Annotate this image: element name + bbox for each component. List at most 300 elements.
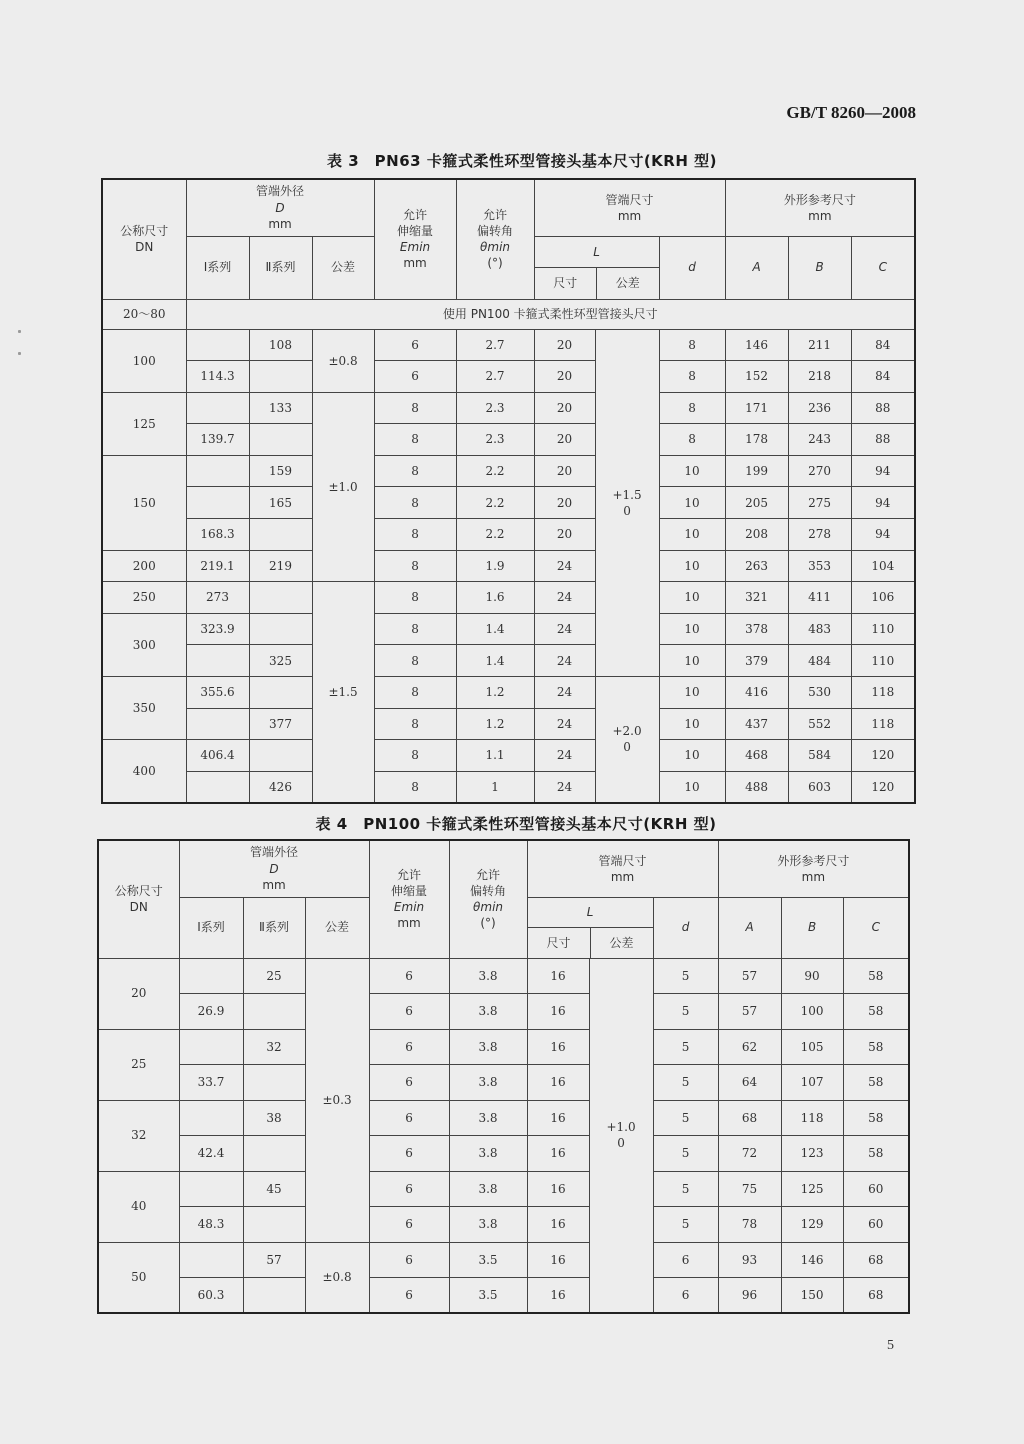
header-d: d bbox=[653, 897, 718, 958]
span-row-text: 使用 PN100 卡箍式柔性环型管接头尺寸 bbox=[186, 299, 915, 329]
table3-body bbox=[102, 299, 915, 803]
header-series2: Ⅱ系列 bbox=[249, 236, 312, 299]
b-cell: 211 bbox=[788, 329, 851, 361]
series1-cell: 48.3 bbox=[179, 1207, 243, 1243]
dn-cell: 20 bbox=[98, 958, 179, 1029]
c-cell: 58 bbox=[843, 1065, 909, 1101]
page-number: 5 bbox=[887, 1338, 894, 1353]
l-size-cell: 24 bbox=[534, 740, 595, 772]
expansion-cell: 6 bbox=[369, 1242, 449, 1278]
deflection-cell: 2.2 bbox=[456, 519, 534, 551]
b-cell: 411 bbox=[788, 582, 851, 614]
c-cell: 84 bbox=[851, 329, 915, 361]
series2-cell: 25 bbox=[243, 958, 305, 994]
c-cell: 68 bbox=[843, 1242, 909, 1278]
deflection-cell: 2.2 bbox=[456, 487, 534, 519]
a-cell: 379 bbox=[725, 645, 788, 677]
b-cell: 118 bbox=[781, 1100, 843, 1136]
dn-cell: 40 bbox=[98, 1171, 179, 1242]
deflection-cell: 3.8 bbox=[449, 1029, 527, 1065]
expansion-cell: 8 bbox=[374, 582, 456, 614]
table3-caption: 表 3 PN63 卡箍式柔性环型管接头基本尺寸(KRH 型) bbox=[327, 152, 717, 170]
expansion-cell: 8 bbox=[374, 677, 456, 709]
c-cell: 106 bbox=[851, 582, 915, 614]
span-row-dn: 20～80 bbox=[102, 299, 186, 329]
deflection-cell: 2.3 bbox=[456, 392, 534, 424]
table3 bbox=[101, 178, 916, 804]
deflection-cell: 3.8 bbox=[449, 1171, 527, 1207]
series2-cell: 159 bbox=[249, 455, 312, 487]
table-row bbox=[98, 1171, 909, 1207]
d-cell: 10 bbox=[659, 550, 725, 582]
d-cell: 5 bbox=[653, 1100, 718, 1136]
deflection-cell: 2.3 bbox=[456, 424, 534, 456]
b-cell: 150 bbox=[781, 1278, 843, 1314]
b-cell: 90 bbox=[781, 958, 843, 994]
b-cell: 484 bbox=[788, 645, 851, 677]
dn-cell: 150 bbox=[102, 455, 186, 550]
c-cell: 104 bbox=[851, 550, 915, 582]
d-cell: 8 bbox=[659, 392, 725, 424]
series2-cell: 45 bbox=[243, 1171, 305, 1207]
deflection-cell: 1.4 bbox=[456, 645, 534, 677]
header-expansion: 允许 伸缩量 Emin mm bbox=[374, 179, 456, 299]
series1-cell bbox=[186, 708, 249, 740]
l-size-cell: 16 bbox=[527, 1136, 589, 1172]
series1-cell: 219.1 bbox=[186, 550, 249, 582]
a-cell: 57 bbox=[718, 994, 781, 1030]
l-size-cell: 24 bbox=[534, 677, 595, 709]
d-cell: 10 bbox=[659, 582, 725, 614]
l-tolerance-cell: +2.0 0 bbox=[595, 677, 659, 803]
b-cell: 105 bbox=[781, 1029, 843, 1065]
c-cell: 58 bbox=[843, 958, 909, 994]
l-size-cell: 20 bbox=[534, 361, 595, 393]
a-cell: 263 bbox=[725, 550, 788, 582]
deflection-cell: 3.8 bbox=[449, 958, 527, 994]
header-expansion: 允许 伸缩量 Emin mm bbox=[369, 840, 449, 958]
series1-cell bbox=[186, 487, 249, 519]
deflection-cell: 3.8 bbox=[449, 994, 527, 1030]
series2-cell: 133 bbox=[249, 392, 312, 424]
l-size-cell: 20 bbox=[534, 487, 595, 519]
expansion-cell: 8 bbox=[374, 392, 456, 424]
a-cell: 488 bbox=[725, 771, 788, 803]
expansion-cell: 6 bbox=[369, 994, 449, 1030]
table-row bbox=[102, 645, 915, 677]
header-b: B bbox=[788, 236, 851, 299]
series2-cell bbox=[243, 994, 305, 1030]
a-cell: 75 bbox=[718, 1171, 781, 1207]
a-cell: 57 bbox=[718, 958, 781, 994]
c-cell: 60 bbox=[843, 1171, 909, 1207]
d-tolerance-cell: ±0.8 bbox=[312, 329, 374, 392]
expansion-cell: 8 bbox=[374, 645, 456, 677]
l-tolerance-cell: +1.0 0 bbox=[589, 958, 653, 1313]
d-tolerance-cell: ±0.3 bbox=[305, 958, 369, 1242]
a-cell: 96 bbox=[718, 1278, 781, 1314]
c-cell: 94 bbox=[851, 487, 915, 519]
l-size-cell: 24 bbox=[534, 582, 595, 614]
l-tolerance-cell: +1.5 0 bbox=[595, 329, 659, 677]
l-size-cell: 20 bbox=[534, 519, 595, 551]
series1-cell: 323.9 bbox=[186, 613, 249, 645]
c-cell: 58 bbox=[843, 1100, 909, 1136]
a-cell: 178 bbox=[725, 424, 788, 456]
l-size-cell: 16 bbox=[527, 1065, 589, 1101]
dn-cell: 300 bbox=[102, 613, 186, 676]
a-cell: 321 bbox=[725, 582, 788, 614]
table-row bbox=[102, 392, 915, 424]
header-l-size: 尺寸 bbox=[528, 928, 591, 958]
d-cell: 5 bbox=[653, 994, 718, 1030]
c-cell: 110 bbox=[851, 645, 915, 677]
b-cell: 552 bbox=[788, 708, 851, 740]
b-cell: 278 bbox=[788, 519, 851, 551]
table-row bbox=[98, 1029, 909, 1065]
b-cell: 218 bbox=[788, 361, 851, 393]
d-cell: 10 bbox=[659, 708, 725, 740]
c-cell: 88 bbox=[851, 424, 915, 456]
d-cell: 10 bbox=[659, 487, 725, 519]
d-cell: 5 bbox=[653, 1029, 718, 1065]
expansion-cell: 8 bbox=[374, 519, 456, 551]
series1-cell: 114.3 bbox=[186, 361, 249, 393]
series1-cell: 60.3 bbox=[179, 1278, 243, 1314]
d-cell: 10 bbox=[659, 519, 725, 551]
expansion-cell: 6 bbox=[374, 329, 456, 361]
expansion-cell: 8 bbox=[374, 487, 456, 519]
l-size-cell: 20 bbox=[534, 455, 595, 487]
series1-cell: 406.4 bbox=[186, 740, 249, 772]
series1-cell bbox=[179, 1171, 243, 1207]
l-size-cell: 20 bbox=[534, 329, 595, 361]
dn-cell: 32 bbox=[98, 1100, 179, 1171]
expansion-cell: 6 bbox=[369, 1100, 449, 1136]
series1-cell bbox=[179, 1029, 243, 1065]
expansion-cell: 6 bbox=[369, 1278, 449, 1314]
deflection-cell: 2.2 bbox=[456, 455, 534, 487]
b-cell: 125 bbox=[781, 1171, 843, 1207]
a-cell: 93 bbox=[718, 1242, 781, 1278]
series2-cell: 377 bbox=[249, 708, 312, 740]
c-cell: 84 bbox=[851, 361, 915, 393]
b-cell: 270 bbox=[788, 455, 851, 487]
b-cell: 530 bbox=[788, 677, 851, 709]
header-c: C bbox=[843, 897, 909, 958]
header-tolerance: 公差 bbox=[305, 897, 369, 958]
deflection-cell: 1 bbox=[456, 771, 534, 803]
expansion-cell: 6 bbox=[369, 1136, 449, 1172]
header-a: A bbox=[718, 897, 781, 958]
d-cell: 8 bbox=[659, 361, 725, 393]
c-cell: 110 bbox=[851, 613, 915, 645]
d-cell: 6 bbox=[653, 1242, 718, 1278]
c-cell: 94 bbox=[851, 455, 915, 487]
d-cell: 6 bbox=[653, 1278, 718, 1314]
table-row bbox=[98, 994, 909, 1030]
table4-body bbox=[98, 840, 909, 1313]
a-cell: 171 bbox=[725, 392, 788, 424]
header-a: A bbox=[725, 236, 788, 299]
b-cell: 243 bbox=[788, 424, 851, 456]
d-cell: 10 bbox=[659, 645, 725, 677]
a-cell: 68 bbox=[718, 1100, 781, 1136]
l-size-cell: 20 bbox=[534, 392, 595, 424]
d-tolerance-cell: ±1.0 bbox=[312, 392, 374, 582]
table-row bbox=[102, 455, 915, 487]
series2-cell bbox=[243, 1065, 305, 1101]
deflection-cell: 3.8 bbox=[449, 1136, 527, 1172]
c-cell: 118 bbox=[851, 677, 915, 709]
dn-cell: 25 bbox=[98, 1029, 179, 1100]
d-cell: 10 bbox=[659, 740, 725, 772]
b-cell: 603 bbox=[788, 771, 851, 803]
table-row bbox=[102, 708, 915, 740]
table-row bbox=[98, 958, 909, 994]
table-row bbox=[102, 329, 915, 361]
c-cell: 120 bbox=[851, 771, 915, 803]
l-size-cell: 24 bbox=[534, 771, 595, 803]
series1-cell bbox=[179, 1100, 243, 1136]
table-row bbox=[102, 424, 915, 456]
series2-cell: 219 bbox=[249, 550, 312, 582]
series2-cell: 325 bbox=[249, 645, 312, 677]
header-l bbox=[534, 236, 659, 299]
l-size-cell: 16 bbox=[527, 1242, 589, 1278]
b-cell: 353 bbox=[788, 550, 851, 582]
header-nominal-size: 公称尺寸 DN bbox=[102, 179, 186, 299]
header-l bbox=[527, 897, 653, 958]
series2-cell bbox=[249, 582, 312, 614]
deflection-cell: 3.5 bbox=[449, 1242, 527, 1278]
expansion-cell: 8 bbox=[374, 424, 456, 456]
expansion-cell: 6 bbox=[369, 1171, 449, 1207]
header-series1: Ⅰ系列 bbox=[179, 897, 243, 958]
deflection-cell: 1.9 bbox=[456, 550, 534, 582]
table-row bbox=[102, 740, 915, 772]
deflection-cell: 1.2 bbox=[456, 677, 534, 709]
a-cell: 378 bbox=[725, 613, 788, 645]
b-cell: 100 bbox=[781, 994, 843, 1030]
expansion-cell: 6 bbox=[369, 958, 449, 994]
c-cell: 58 bbox=[843, 1029, 909, 1065]
table-row bbox=[98, 1242, 909, 1278]
dn-cell: 50 bbox=[98, 1242, 179, 1313]
expansion-cell: 8 bbox=[374, 771, 456, 803]
c-cell: 68 bbox=[843, 1278, 909, 1314]
l-size-cell: 16 bbox=[527, 1029, 589, 1065]
series1-cell: 33.7 bbox=[179, 1065, 243, 1101]
header-pipe-od: 管端外径 D mm bbox=[179, 840, 369, 897]
a-cell: 468 bbox=[725, 740, 788, 772]
l-size-cell: 16 bbox=[527, 958, 589, 994]
header-l-size: 尺寸 bbox=[535, 268, 598, 299]
l-size-cell: 24 bbox=[534, 645, 595, 677]
deflection-cell: 1.4 bbox=[456, 613, 534, 645]
header-pipe-end-dim: 管端尺寸 mm bbox=[534, 179, 725, 236]
l-size-cell: 16 bbox=[527, 994, 589, 1030]
a-cell: 62 bbox=[718, 1029, 781, 1065]
d-tolerance-cell: ±1.5 bbox=[312, 582, 374, 803]
b-cell: 483 bbox=[788, 613, 851, 645]
d-cell: 10 bbox=[659, 455, 725, 487]
header-l-tolerance: 公差 bbox=[609, 935, 634, 950]
header-b: B bbox=[781, 897, 843, 958]
a-cell: 416 bbox=[725, 677, 788, 709]
expansion-cell: 6 bbox=[369, 1207, 449, 1243]
c-cell: 58 bbox=[843, 994, 909, 1030]
deflection-cell: 3.8 bbox=[449, 1100, 527, 1136]
b-cell: 129 bbox=[781, 1207, 843, 1243]
series1-cell: 139.7 bbox=[186, 424, 249, 456]
series1-cell bbox=[186, 329, 249, 361]
c-cell: 60 bbox=[843, 1207, 909, 1243]
c-cell: 118 bbox=[851, 708, 915, 740]
a-cell: 437 bbox=[725, 708, 788, 740]
expansion-cell: 8 bbox=[374, 708, 456, 740]
c-cell: 58 bbox=[843, 1136, 909, 1172]
d-cell: 5 bbox=[653, 1171, 718, 1207]
scan-speck bbox=[18, 352, 21, 355]
series2-cell bbox=[249, 613, 312, 645]
a-cell: 64 bbox=[718, 1065, 781, 1101]
b-cell: 275 bbox=[788, 487, 851, 519]
table-row bbox=[98, 1278, 909, 1314]
c-cell: 88 bbox=[851, 392, 915, 424]
expansion-cell: 6 bbox=[374, 361, 456, 393]
header-outline-ref: 外形参考尺寸 mm bbox=[725, 179, 915, 236]
a-cell: 199 bbox=[725, 455, 788, 487]
series2-cell: 108 bbox=[249, 329, 312, 361]
table-row bbox=[98, 1207, 909, 1243]
series2-cell: 57 bbox=[243, 1242, 305, 1278]
series1-cell bbox=[179, 1242, 243, 1278]
series2-cell: 38 bbox=[243, 1100, 305, 1136]
a-cell: 146 bbox=[725, 329, 788, 361]
dn-cell: 250 bbox=[102, 582, 186, 614]
table-row bbox=[98, 1065, 909, 1101]
table4 bbox=[97, 839, 910, 1314]
header-tolerance: 公差 bbox=[312, 236, 374, 299]
table-row bbox=[98, 1100, 909, 1136]
table-row bbox=[102, 582, 915, 614]
deflection-cell: 3.8 bbox=[449, 1207, 527, 1243]
a-cell: 205 bbox=[725, 487, 788, 519]
d-cell: 8 bbox=[659, 329, 725, 361]
header-pipe-end-dim: 管端尺寸 mm bbox=[527, 840, 718, 897]
l-size-cell: 16 bbox=[527, 1171, 589, 1207]
d-cell: 10 bbox=[659, 613, 725, 645]
series1-cell bbox=[186, 392, 249, 424]
header-l-label: L bbox=[528, 898, 653, 929]
expansion-cell: 6 bbox=[369, 1065, 449, 1101]
d-cell: 8 bbox=[659, 424, 725, 456]
expansion-cell: 8 bbox=[374, 740, 456, 772]
a-cell: 78 bbox=[718, 1207, 781, 1243]
d-tolerance-cell: ±0.8 bbox=[305, 1242, 369, 1313]
l-size-cell: 16 bbox=[527, 1100, 589, 1136]
header-pipe-od: 管端外径 D mm bbox=[186, 179, 374, 236]
deflection-cell: 3.5 bbox=[449, 1278, 527, 1314]
series2-cell bbox=[249, 740, 312, 772]
series1-cell bbox=[186, 771, 249, 803]
series2-cell bbox=[249, 519, 312, 551]
deflection-cell: 1.6 bbox=[456, 582, 534, 614]
table-row bbox=[102, 487, 915, 519]
b-cell: 146 bbox=[781, 1242, 843, 1278]
deflection-cell: 1.1 bbox=[456, 740, 534, 772]
series2-cell bbox=[243, 1278, 305, 1314]
header-series2: Ⅱ系列 bbox=[243, 897, 305, 958]
series1-cell: 273 bbox=[186, 582, 249, 614]
header-deflection: 允许 偏转角 θmin (°) bbox=[449, 840, 527, 958]
series2-cell: 426 bbox=[249, 771, 312, 803]
l-size-cell: 16 bbox=[527, 1207, 589, 1243]
b-cell: 123 bbox=[781, 1136, 843, 1172]
series1-cell bbox=[186, 455, 249, 487]
series1-cell bbox=[179, 958, 243, 994]
series1-cell bbox=[186, 645, 249, 677]
deflection-cell: 1.2 bbox=[456, 708, 534, 740]
d-cell: 5 bbox=[653, 1136, 718, 1172]
series2-cell bbox=[249, 361, 312, 393]
d-cell: 10 bbox=[659, 677, 725, 709]
table-row bbox=[102, 550, 915, 582]
table4-caption: 表 4 PN100 卡箍式柔性环型管接头基本尺寸(KRH 型) bbox=[315, 815, 717, 833]
dn-cell: 200 bbox=[102, 550, 186, 582]
d-cell: 10 bbox=[659, 771, 725, 803]
b-cell: 236 bbox=[788, 392, 851, 424]
series2-cell bbox=[249, 677, 312, 709]
deflection-cell: 2.7 bbox=[456, 329, 534, 361]
series2-cell bbox=[243, 1207, 305, 1243]
header-series1: Ⅰ系列 bbox=[186, 236, 249, 299]
dn-cell: 400 bbox=[102, 740, 186, 803]
d-cell: 5 bbox=[653, 958, 718, 994]
scan-speck bbox=[18, 330, 21, 333]
dn-cell: 125 bbox=[102, 392, 186, 455]
b-cell: 584 bbox=[788, 740, 851, 772]
l-size-cell: 24 bbox=[534, 708, 595, 740]
series1-cell: 26.9 bbox=[179, 994, 243, 1030]
dn-cell: 100 bbox=[102, 329, 186, 392]
series2-cell bbox=[243, 1136, 305, 1172]
a-cell: 152 bbox=[725, 361, 788, 393]
header-l-tolerance: 公差 bbox=[615, 276, 640, 291]
series2-cell: 32 bbox=[243, 1029, 305, 1065]
table-row bbox=[102, 613, 915, 645]
a-cell: 72 bbox=[718, 1136, 781, 1172]
deflection-cell: 3.8 bbox=[449, 1065, 527, 1101]
expansion-cell: 8 bbox=[374, 455, 456, 487]
deflection-cell: 2.7 bbox=[456, 361, 534, 393]
table-row bbox=[102, 361, 915, 393]
header-nominal-size: 公称尺寸 DN bbox=[98, 840, 179, 958]
d-cell: 5 bbox=[653, 1207, 718, 1243]
series1-cell: 168.3 bbox=[186, 519, 249, 551]
standard-code: GB/T 8260—2008 bbox=[786, 103, 916, 122]
series1-cell: 355.6 bbox=[186, 677, 249, 709]
table-row bbox=[102, 519, 915, 551]
c-cell: 94 bbox=[851, 519, 915, 551]
b-cell: 107 bbox=[781, 1065, 843, 1101]
d-cell: 5 bbox=[653, 1065, 718, 1101]
c-cell: 120 bbox=[851, 740, 915, 772]
header-outline-ref: 外形参考尺寸 mm bbox=[718, 840, 909, 897]
series1-cell: 42.4 bbox=[179, 1136, 243, 1172]
header-d: d bbox=[659, 236, 725, 299]
